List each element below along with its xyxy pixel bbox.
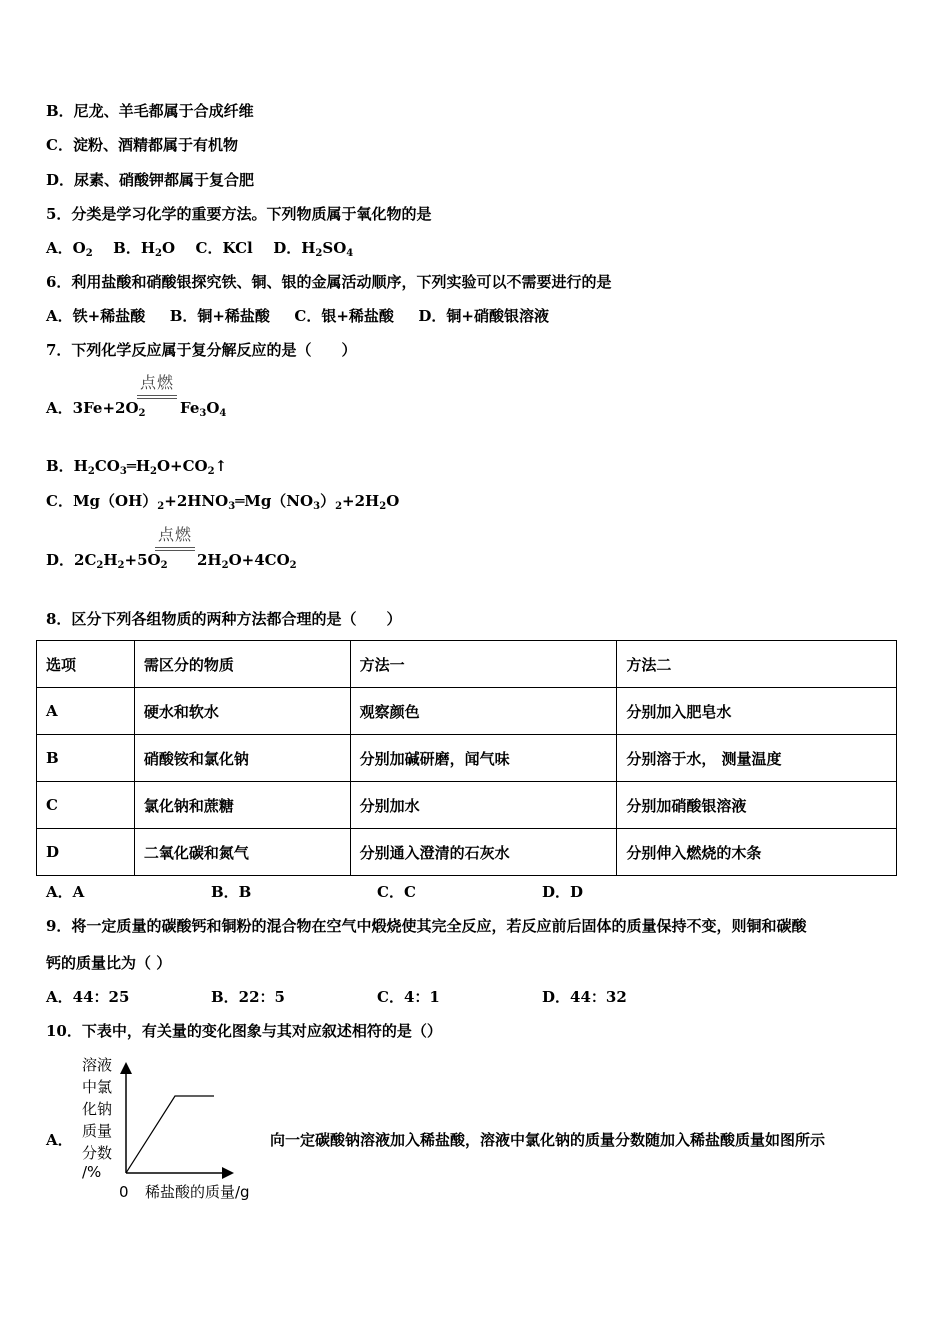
q8-option-c: C．C [377,883,416,901]
q5-option-c: C．KCl [195,239,253,257]
table-row [37,735,897,782]
table-cell: 分别加碱研磨，闻气味 [350,735,617,782]
table-cell: D [37,829,135,876]
table-cell: 分别加水 [350,782,617,829]
graph-y-label-line: /% [82,1163,102,1181]
q4-option-c: C．淀粉、酒精都属于有机物 [46,136,238,154]
q7-option-c: C．$Mg(OH)_2+2HNO_3═Mg(NO_3)_2+2H_2O$ [46,492,400,512]
q5-options [46,238,353,258]
table-row [37,688,897,735]
q8-table [36,640,897,876]
table-cell: 分别通入澄清的石灰水 [350,829,617,876]
table-cell: 分别伸入燃烧的木条 [617,829,897,876]
table-header-cell: 方法一 [350,641,617,688]
q6-option-b: B．铜+稀盐酸 [169,307,270,325]
table-cell: B [37,735,135,782]
graph-y-label-line: 溶液 [82,1056,113,1074]
q6-option-c: C．银+稀盐酸 [294,307,394,325]
q10-stem: 10．下表中，有关量的变化图象与其对应叙述相符的是（） [46,1022,442,1040]
graph-y-label-line: 化钠 [82,1100,113,1118]
table-row [37,829,897,876]
table-header-row [37,641,897,688]
table-header-cell: 方法二 [617,641,897,688]
q7-option-a-reactants: A．$3Fe+2O_2$ [46,399,146,419]
q8-stem: 8．区分下列各组物质的两种方法都合理的是（ ） [46,610,402,628]
q7-stem: 7．下列化学反应属于复分解反应的是（ ） [46,341,357,359]
table-cell: 氯化钠和蔗糖 [134,782,350,829]
q6-option-a: A．铁+稀盐酸 [46,307,146,325]
graph-y-label-line: 质量 [82,1122,113,1140]
graph-curve [126,1096,214,1173]
graph-y-label-line: 分数 [82,1144,113,1162]
q10-option-a-label: A． [46,1131,73,1149]
table-header-cell: 选项 [37,641,135,688]
q7-option-d-condition: 点燃 [155,526,195,551]
table-cell: 分别加硝酸银溶液 [617,782,897,829]
q6-option-d: D．铜+硝酸银溶液 [418,307,549,325]
graph-x-label: 稀盐酸的质量/g [145,1183,250,1201]
graph-origin: 0 [119,1183,129,1201]
graph-y-label-line: 中氯 [82,1078,113,1096]
table-cell: 硬水和软水 [134,688,350,735]
table-cell: A [37,688,135,735]
table-cell: 观察颜色 [350,688,617,735]
q9-stem-line1: 9．将一定质量的碳酸钙和铜粉的混合物在空气中煅烧使其完全反应，若反应前后固体的质量保持不变，则铜和碳酸 [46,917,807,935]
q7-option-d-reactants: D．$2C_2H_2+5O_2$ [46,551,168,571]
table-cell: 二氧化碳和氮气 [134,829,350,876]
q9-stem-line2: 钙的质量比为（ ） [46,954,172,972]
q10-option-a-description: 向一定碳酸钠溶液加入稀盐酸，溶液中氯化钠的质量分数随加入稀盐酸质量如图所示 [270,1131,826,1149]
q9-option-c: C．4：1 [377,988,440,1006]
q4-option-b: B．尼龙、羊毛都属于合成纤维 [46,102,254,120]
q6-options [46,306,549,326]
q6-stem: 6．利用盐酸和硝酸银探究铁、铜、银的金属活动顺序，下列实验可以不需要进行的是 [46,273,612,291]
table-cell: C [37,782,135,829]
q10-graph-svg [78,1053,268,1203]
q9-option-d: D．44：32 [542,988,627,1006]
q8-option-d: D．D [542,883,584,901]
table-cell: 分别溶于水， 测量温度 [617,735,897,782]
q5-stem: 5．分类是学习化学的重要方法。下列物质属于氧化物的是 [46,205,432,223]
q5-option-a: A．$O_2$ [46,239,93,259]
q10-graph [78,1053,268,1203]
q8-option-b: B．B [211,883,252,901]
table-header-cell: 需区分的物质 [134,641,350,688]
table-cell: 分别加入肥皂水 [617,688,897,735]
q8-option-a: A．A [46,883,85,901]
q9-option-b: B．22：5 [211,988,285,1006]
q7-option-d-products: $2H_2O+4CO_2$ [197,551,297,571]
q9-option-a: A．44：25 [46,988,130,1006]
table-row [37,782,897,829]
q5-option-d: D．$H_2SO_4$ [273,239,354,259]
q5-option-b: B．$H_2O$ [113,239,176,259]
table-cell: 硝酸铵和氯化钠 [134,735,350,782]
q4-option-d: D．尿素、硝酸钾都属于复合肥 [46,171,255,189]
q7-option-a-condition: 点燃 [137,374,177,399]
q7-option-b: B．$H_2CO_3═H_2O+CO_2↑$ [46,457,228,477]
q7-option-a-product: $Fe_3O_4$ [180,399,227,419]
